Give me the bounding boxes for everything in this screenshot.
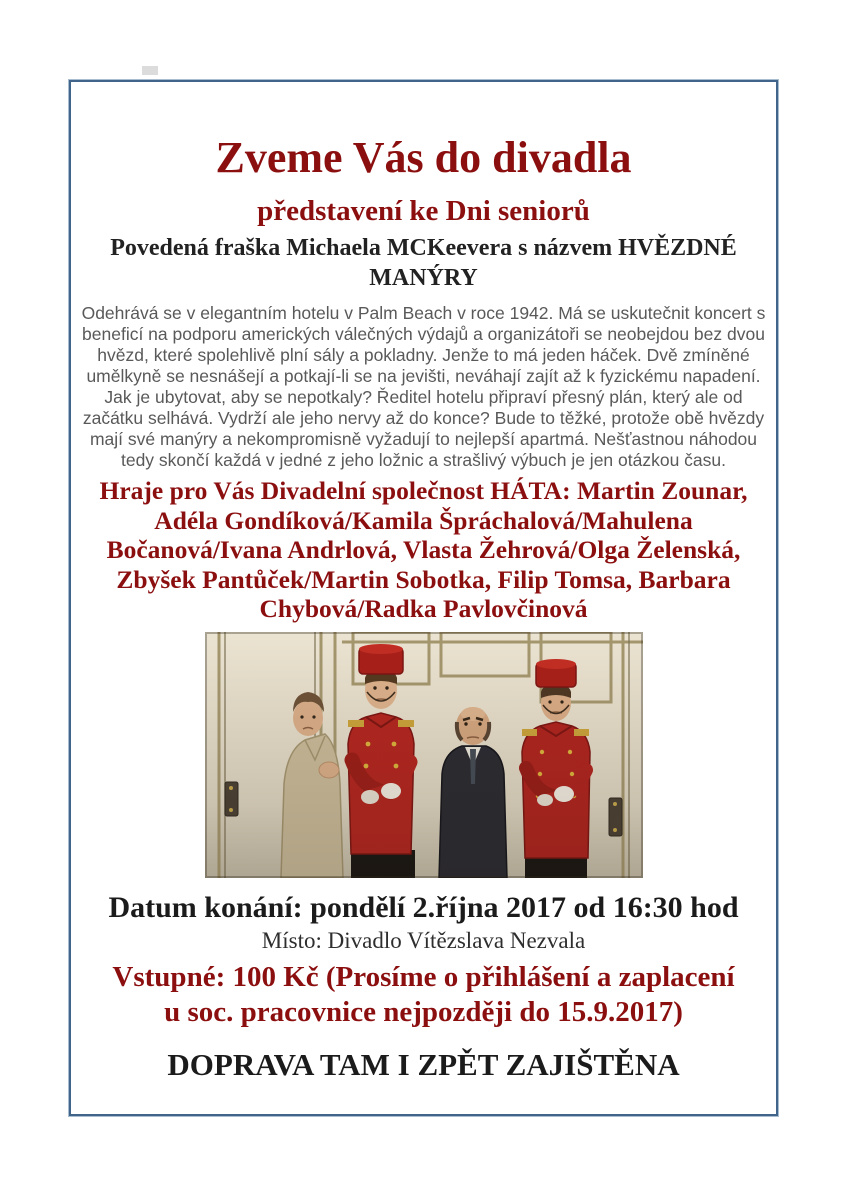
description-line: hvězd, které spolehlivě plní sály a pokladny. Jenže to má jeden háček. Dvě zmíněné [97, 345, 750, 366]
description-line: začátku selhává. Vydrží ale jeho nervy až do konce? Bude to těžké, protože obě hvězdy [82, 408, 765, 429]
flyer-subtitle: představení ke Dni seniorů [257, 194, 590, 227]
scan-artifact [142, 66, 158, 75]
transport-note: DOPRAVA TAM I ZPĚT ZAJIŠTĚNA [167, 1046, 680, 1082]
performance-photo [205, 632, 643, 878]
description-line: tedy skončí každá v jedné z jeho ložnic a strašlivý výbuch je jen otázkou času. [120, 450, 727, 471]
event-date: Datum konání: pondělí 2.října 2017 od 16:30 hod [108, 890, 739, 924]
cast-list [73, 476, 774, 624]
cast-line: Zbyšek Pantůček/Martin Sobotka, Filip Tomsa, Barbara [116, 564, 731, 594]
cast-line: Chybová/Radka Pavlovčinová [259, 594, 588, 624]
theatre-scene-illustration [205, 632, 643, 878]
description-line: mají své manýry a nekompromisně vyžadují to nejlepší apartmá. Nešťastnou náhodou [89, 429, 758, 450]
event-venue: Místo: Divadlo Vítězslava Nezvala [261, 927, 586, 953]
ticket-price [73, 960, 774, 1030]
ticket-price-line: u soc. pracovnice nejpozději do 15.9.2017) [164, 995, 683, 1028]
cast-line: Adéla Gondíková/Kamila Špráchalová/Mahulena [154, 505, 693, 535]
flyer-content [69, 80, 778, 1116]
play-headline [73, 233, 774, 293]
cast-line: Hraje pro Vás Divadelní společnost HÁTA: Martin Zounar, [99, 476, 748, 506]
play-headline-line: MANÝRY [369, 265, 478, 292]
play-headline-line: Povedená fraška Michaela MCKeevera s názvem HVĚZDNÉ [110, 235, 737, 262]
description-line: umělkyně se nesnášejí a potkají-li se na jevišti, neváhají zajít až k fyzickému napadení. [86, 366, 761, 387]
play-description [73, 303, 774, 471]
description-line: Odehrává se v elegantním hotelu v Palm Beach v roce 1942. Má se uskutečnit koncert s [81, 303, 766, 324]
page-title: Zveme Vás do divadla [215, 133, 632, 182]
description-line: beneficí na podporu amerických válečných výdajů a organizátoři se neobejdou bez dvou [82, 324, 765, 345]
ticket-price-line: Vstupné: 100 Kč (Prosíme o přihlášení a zaplacení [112, 960, 735, 993]
page-border [68, 79, 779, 1117]
description-line: Jak je ubytovat, aby se nepotkaly? Ředitel hotelu připraví přesný plán, který ale od [104, 387, 743, 408]
cast-line: Bočanová/Ivana Andrlová, Vlasta Žehrová/Olga Želenská, [106, 535, 741, 565]
